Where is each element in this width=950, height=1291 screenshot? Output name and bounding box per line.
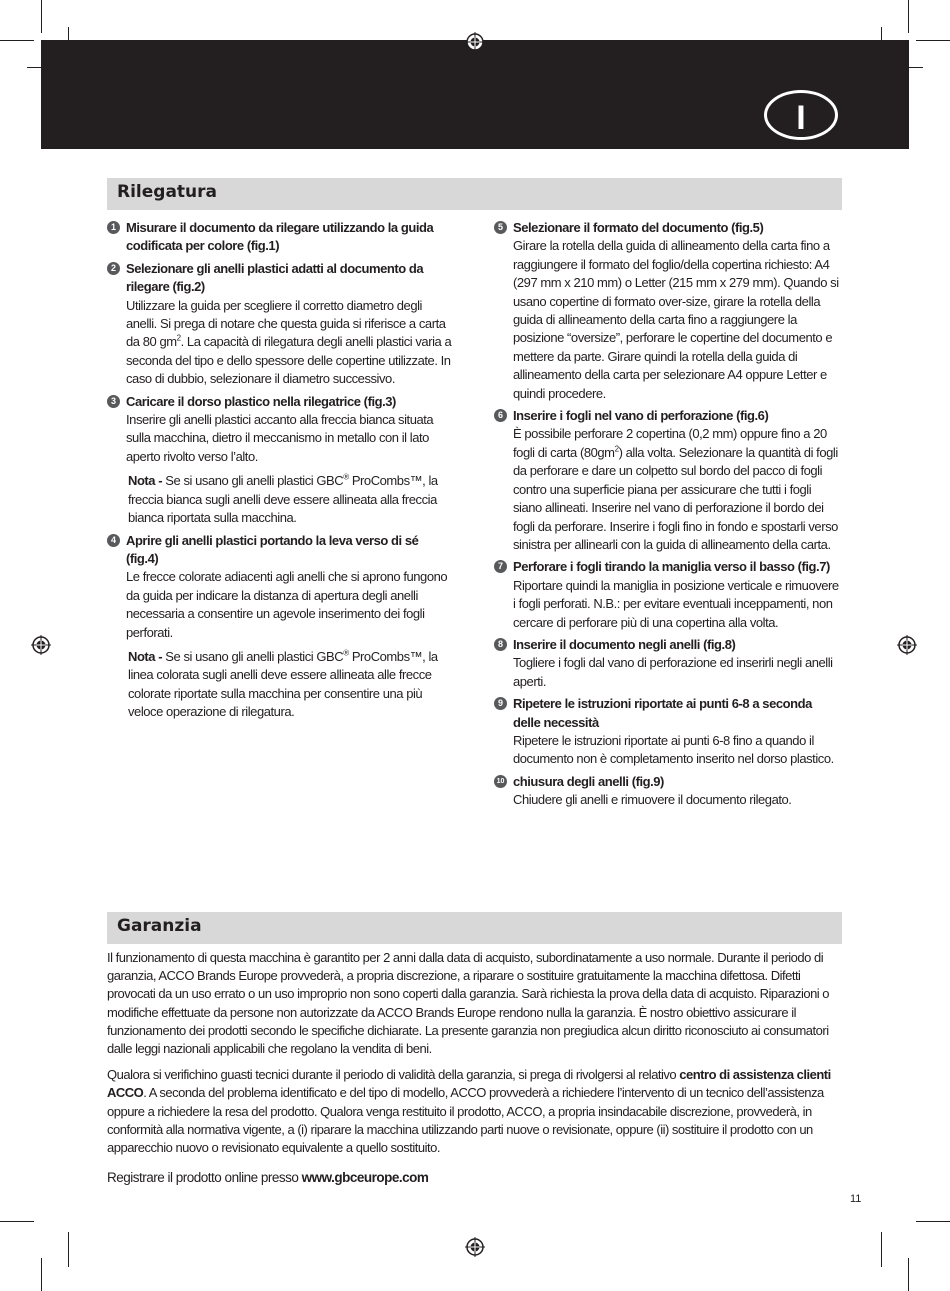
crop-mark (0, 1221, 34, 1222)
step-body: Girare la rotella della guida di allineamento della carta fino a raggiungere il formato del foglio/della copertina richiesto: A4 (297 mm x 210 mm) o Letter (215 mm x 279 mm). Quando si usano copertine di formato over-size, girare la rotella della guida di allineamento della carta fino a raggiungere la posizione “oversize”, perforare le copertine del documento e mettere da parte. Girare quindi la rotella della guida di allineamento della carta per selezionare A4 oppure Letter e quindi procedere. (513, 238, 839, 401)
step-body: Chiudere gli anelli e rimuovere il documento rilegato. (513, 792, 792, 808)
step-1 (107, 219, 452, 256)
step-title: Selezionare gli anelli plastici adatti al documento da rilegare (fig.2) (126, 260, 424, 295)
register-line: Registrare il prodotto online presso www.gbceurope.com (107, 1170, 429, 1186)
step-title: Inserire i fogli nel vano di perforazione (fig.6) (513, 408, 769, 424)
step-6 (494, 407, 839, 554)
warranty-paragraph: Il funzionamento di questa macchina è garantito per 2 anni dalla data di acquisto, subordinatamente a uso normale. Durante il periodo di garanzia, ACCO Brands Europe provvederà, a propria discrezione, a riparare o sostituire gratuitamente la macchina difettosa. Difetti provocati da un uso errato o un uso improprio non sono coperti dalla garanzia. Sarà richiesta la prova della data di acquisto. Riparazioni o modifiche effettuate da persone non autorizzate da ACCO Brands Europe rendono nulla la garanzia. È nostro obiettivo assicurare il funzionamento dei prodotti secondo le specifiche dichiarate. La presente garanzia non pregiudica alcun diritto riconosciuto ai consumatori dalle leggi nazionali applicabili che regolano la vendita di beni. (107, 950, 830, 1057)
registration-mark-icon (31, 635, 51, 655)
step-title: Misurare il documento da rilegare utilizzando la guida codificata per colore (fig.1) (126, 220, 434, 254)
step-body: Utilizzare la guida per scegliere il corretto diametro degli anelli. Si prega di notare che questa guida si riferisce a carta da 80 $gm^2$. La capacità di rilegatura degli anelli plastici varia a seconda del tipo e dello spessore delle copertine utilizzate. In caso di dubbio, selezionare il diametro successivo. (126, 297, 452, 387)
binding-column-left (107, 219, 452, 726)
step-8 (494, 636, 839, 691)
step-5 (494, 219, 839, 403)
crop-mark (881, 1232, 882, 1267)
step-title: chiusura degli anelli (fig.9) (513, 773, 664, 789)
step-9 (494, 695, 839, 769)
binding-column-right (494, 219, 839, 814)
step-title: Inserire il documento negli anelli (fig.8) (513, 636, 736, 652)
register-link[interactable]: www.gbceurope.com (301, 1170, 429, 1186)
page-number: 11 (850, 1193, 862, 1205)
warranty-paragraph: Qualora si verifichino guasti tecnici durante il periodo di validità della garanzia, si prega di rivolgersi al relativo centro di assistenza clienti ACCO. A seconda del problema identificato e del tipo di modello, ACCO provvederà a richiedere l’intervento di un tecnico dell’assistenza oppure a richiedere la resa del prodotto. Qualora venga restituito il prodotto, ACCO, a propria insindacabile discrezione, provvederà, in conformità alla normativa vigente, a (i) riparare la macchina utilizzando parti nuove o revisionate, oppure (ii) sostituire il prodotto con un apparecchio nuovo o revisionato equivalente a quello sostituito. (107, 1067, 831, 1156)
step-number-badge: 1 (107, 221, 120, 234)
step-number-badge: 9 (494, 697, 507, 710)
registration-mark-icon (897, 635, 917, 655)
step-body: Ripetere le istruzioni riportate ai punti 6-8 fino a quando il documento non è completamento inserito nel dorso plastico. (513, 732, 834, 767)
crop-mark (908, 1258, 909, 1291)
crop-mark (41, 1258, 42, 1291)
warranty-text (107, 949, 847, 1195)
step-title: Ripetere le istruzioni riportate ai punti 6-8 a seconda delle necessità (513, 696, 812, 730)
section-header-warranty (107, 912, 842, 944)
step-4 (107, 532, 452, 722)
crop-mark (908, 0, 909, 33)
step-body: Togliere i fogli dal vano di perforazione ed inserirli negli anelli aperti. (513, 655, 833, 689)
crop-mark (916, 40, 950, 41)
step-note: Nota - Se si usano gli anelli plastici GBC® ProCombs™, la freccia bianca sugli anelli deve essere allineata alla freccia bianca riportata sulla macchina. (128, 472, 438, 526)
step-number-badge: 10 (494, 775, 507, 788)
crop-mark (41, 0, 42, 33)
step-2 (107, 260, 452, 389)
registration-mark-icon (465, 32, 485, 52)
section-title: Rilegatura (117, 182, 217, 202)
step-title: Aprire gli anelli plastici portando la leva verso di sé (fig.4) (126, 532, 419, 566)
step-title: Perforare i fogli tirando la maniglia verso il basso (fig.7) (513, 559, 830, 575)
step-body: Le frecce colorate adiacenti agli anelli che si aprono fungono da guida per indicare la distanza di apertura degli anelli necessaria a consentire un agevole inserimento dei fogli perforati. (126, 569, 448, 640)
registration-mark-icon (465, 1237, 485, 1257)
step-3 (107, 393, 452, 528)
step-title: Caricare il dorso plastico nella rilegatrice (fig.3) (126, 393, 396, 409)
step-note: Nota - Se si usano gli anelli plastici GBC® ProCombs™, la linea colorata sugli anelli deve essere allineata alle frecce colorate riportate sulla macchina per consentire una più veloce operazione di rilegatura. (128, 648, 438, 720)
step-number-badge: 7 (494, 560, 507, 573)
step-number-badge: 6 (494, 409, 507, 422)
section-header-binding (107, 178, 842, 210)
step-body: Inserire gli anelli plastici accanto alla freccia bianca situata sulla macchina, dietro il meccanismo in metallo con il lato aperto rivolto verso l’alto. (126, 412, 434, 464)
step-number-badge: 8 (494, 638, 507, 651)
step-title: Selezionare il formato del documento (fig.5) (513, 220, 764, 235)
step-number-badge: 5 (494, 221, 507, 234)
step-10 (494, 773, 839, 810)
step-number-badge: 3 (107, 395, 120, 408)
crop-mark (68, 1232, 69, 1267)
step-body: È possibile perforare 2 copertina (0,2 mm) oppure fino a 20 fogli di carta $(80gm^2)$ alla volta. Selezionare la quantità di fogli da perforare e dare un colpetto sul bordo del pacco di fogli contro una superficie piana per assicurare che tutti i fogli siano allineati. Inserire nel vano di perforazione il bordo dei fogli da perforare. Inserire i fogli fino in fondo e spostarli verso sinistra per allinearli con la guida di allineamento della carta. (513, 426, 838, 552)
step-7 (494, 558, 839, 632)
step-number-badge: 4 (107, 534, 120, 547)
step-number-badge: 2 (107, 262, 120, 275)
crop-mark (916, 1221, 950, 1222)
section-title: Garanzia (117, 916, 202, 936)
crop-mark (0, 40, 34, 41)
step-body: Riportare quindi la maniglia in posizione verticale e rimuovere i fogli perforati. N.B.: per evitare eventuali inceppamenti, non cercare di perforare più di una copertina alla volta. (513, 577, 839, 630)
language-badge: I (764, 90, 838, 140)
